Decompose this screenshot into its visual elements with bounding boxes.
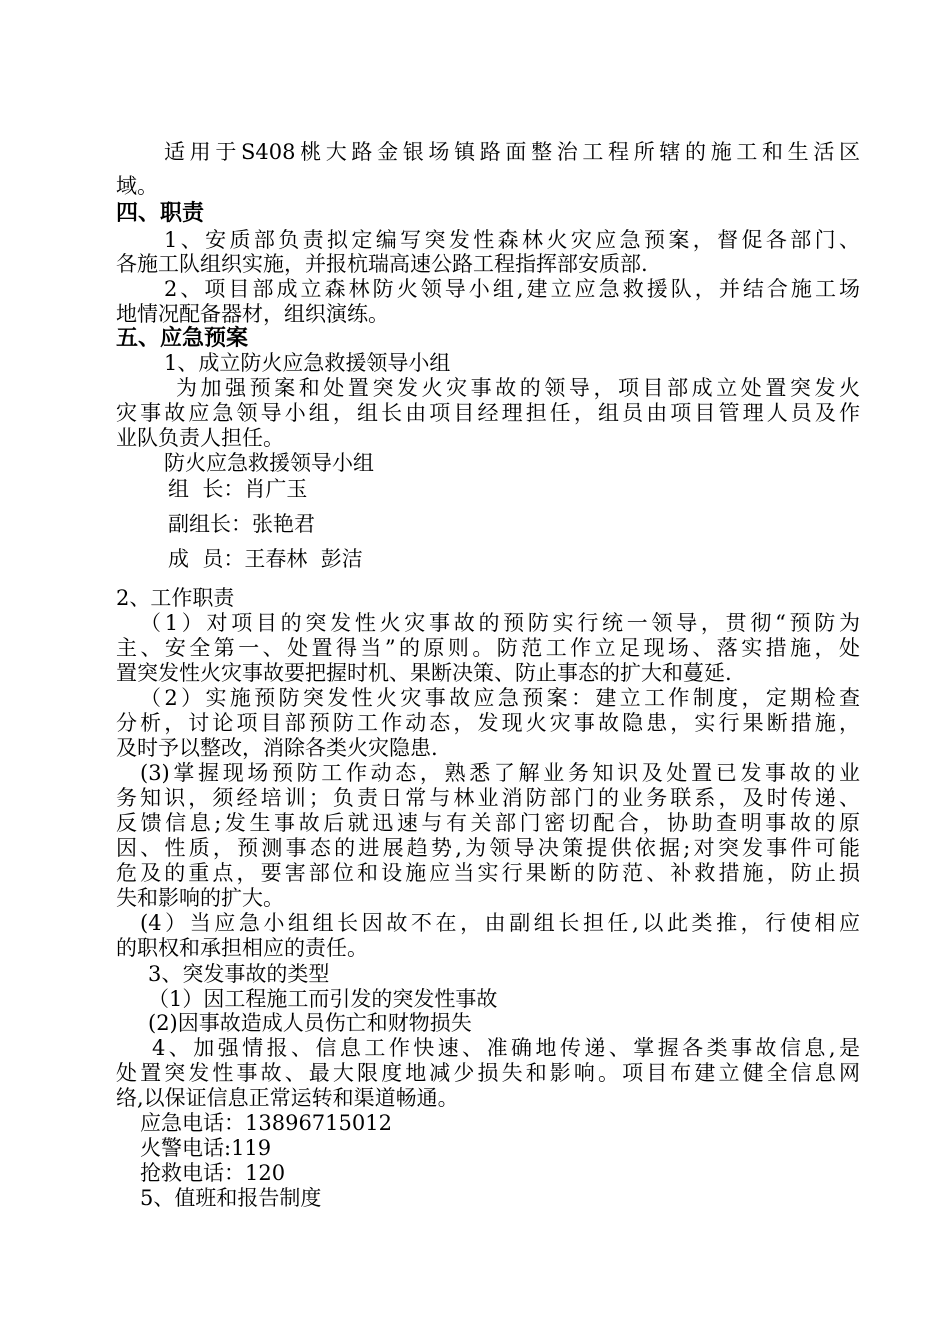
item-1-para-line-3: 业队负责人担任。: [116, 426, 284, 450]
type-2: (2)因事故造成人员伤亡和财物损失: [148, 1011, 472, 1035]
duty-2-line-2: 地情况配备器材，组织演练。: [116, 302, 389, 326]
resp-4-line-1: (4）当应急小组组长因故不在，由副组长担任,以此类推，行使相应: [140, 911, 860, 935]
resp-3-line-1: (3)掌握现场预防工作动态，熟悉了解业务知识及处置已发事故的业: [140, 761, 860, 785]
section-4-heading: 四、职责: [116, 200, 205, 226]
resp-1-line-2: 主、安全第一、处置得当”的原则。防范工作立足现场、落实措施，处: [116, 636, 860, 660]
leader-line: 组 长：肖广玉: [168, 477, 308, 501]
group-title: 防火应急救援领导小组: [164, 451, 374, 475]
phone-rescue: 抢救电话：120: [140, 1161, 286, 1185]
duty-1-line-2: 各施工队组织实施，并报杭瑞高速公路工程指挥部安质部.: [116, 252, 648, 276]
resp-1-line-1: （1）对项目的突发性火灾事故的预防实行统一领导，贯彻“预防为: [140, 611, 860, 635]
scope-line-2: 域。: [116, 174, 158, 198]
item-4-line-3: 络,以保证信息正常运转和渠道畅通。: [116, 1086, 459, 1110]
resp-1-line-3: 置突发性火灾事故要把握时机、果断决策、防止事态的扩大和蔓延.: [116, 661, 732, 685]
resp-2-line-1: （2）实施预防突发性火灾事故应急预案：建立工作制度，定期检查: [140, 686, 860, 710]
item-5-title: 5、值班和报告制度: [140, 1186, 322, 1210]
item-1-para-line-1: 为加强预案和处置突发火灾事故的领导，项目部成立处置突发火: [176, 376, 860, 400]
vice-leader-line: 副组长：张艳君: [168, 512, 315, 536]
item-2-title: 2、工作职责: [116, 586, 235, 610]
item-1-para-line-2: 灾事故应急领导小组，组长由项目经理担任，组员由项目管理人员及作: [116, 401, 860, 425]
scope-line-1: 适用于S408桃大路金银场镇路面整治工程所辖的施工和生活区: [164, 140, 860, 164]
section-5-heading: 五、应急预案: [116, 325, 249, 351]
type-1: （1）因工程施工而引发的突发性事故: [148, 987, 498, 1011]
duty-2-line-1: 2、项目部成立森林防火领导小组,建立应急救援队，并结合施工场: [164, 277, 860, 301]
item-4-line-1: 4、加强情报、信息工作快速、准确地传递、掌握各类事故信息,是: [152, 1036, 860, 1060]
item-1-title: 1、成立防火应急救援领导小组: [164, 351, 451, 375]
item-3-title: 3、突发事故的类型: [148, 962, 330, 986]
resp-3-line-4: 因、性质，预测事态的进展趋势,为领导决策提供依据;对突发事件可能: [116, 836, 860, 860]
item-4-line-2: 处置突发性事故、最大限度地减少损失和影响。项目布建立健全信息网: [116, 1061, 860, 1085]
resp-3-line-6: 失和影响的扩大。: [116, 886, 284, 910]
resp-3-line-3: 反馈信息;发生事故后就迅速与有关部门密切配合，协助查明事故的原: [116, 811, 860, 835]
resp-4-line-2: 的职权和承担相应的责任。: [116, 936, 368, 960]
resp-3-line-5: 危及的重点，要害部位和设施应当实行果断的防范、补救措施，防止损: [116, 861, 860, 885]
phone-emergency: 应急电话：13896715012: [140, 1111, 392, 1135]
resp-2-line-2: 分析，讨论项目部预防工作动态，发现火灾事故隐患，实行果断措施，: [116, 711, 860, 735]
members-line: 成 员：王春林 彭洁: [168, 547, 363, 571]
resp-3-line-2: 务知识，须经培训；负责日常与林业消防部门的业务联系，及时传递、: [116, 786, 860, 810]
duty-1-line-1: 1、安质部负责拟定编写突发性森林火灾应急预案，督促各部门、: [164, 228, 860, 252]
resp-2-line-3: 及时予以整改，消除各类火灾隐患.: [116, 736, 438, 760]
phone-fire: 火警电话:119: [140, 1136, 272, 1160]
